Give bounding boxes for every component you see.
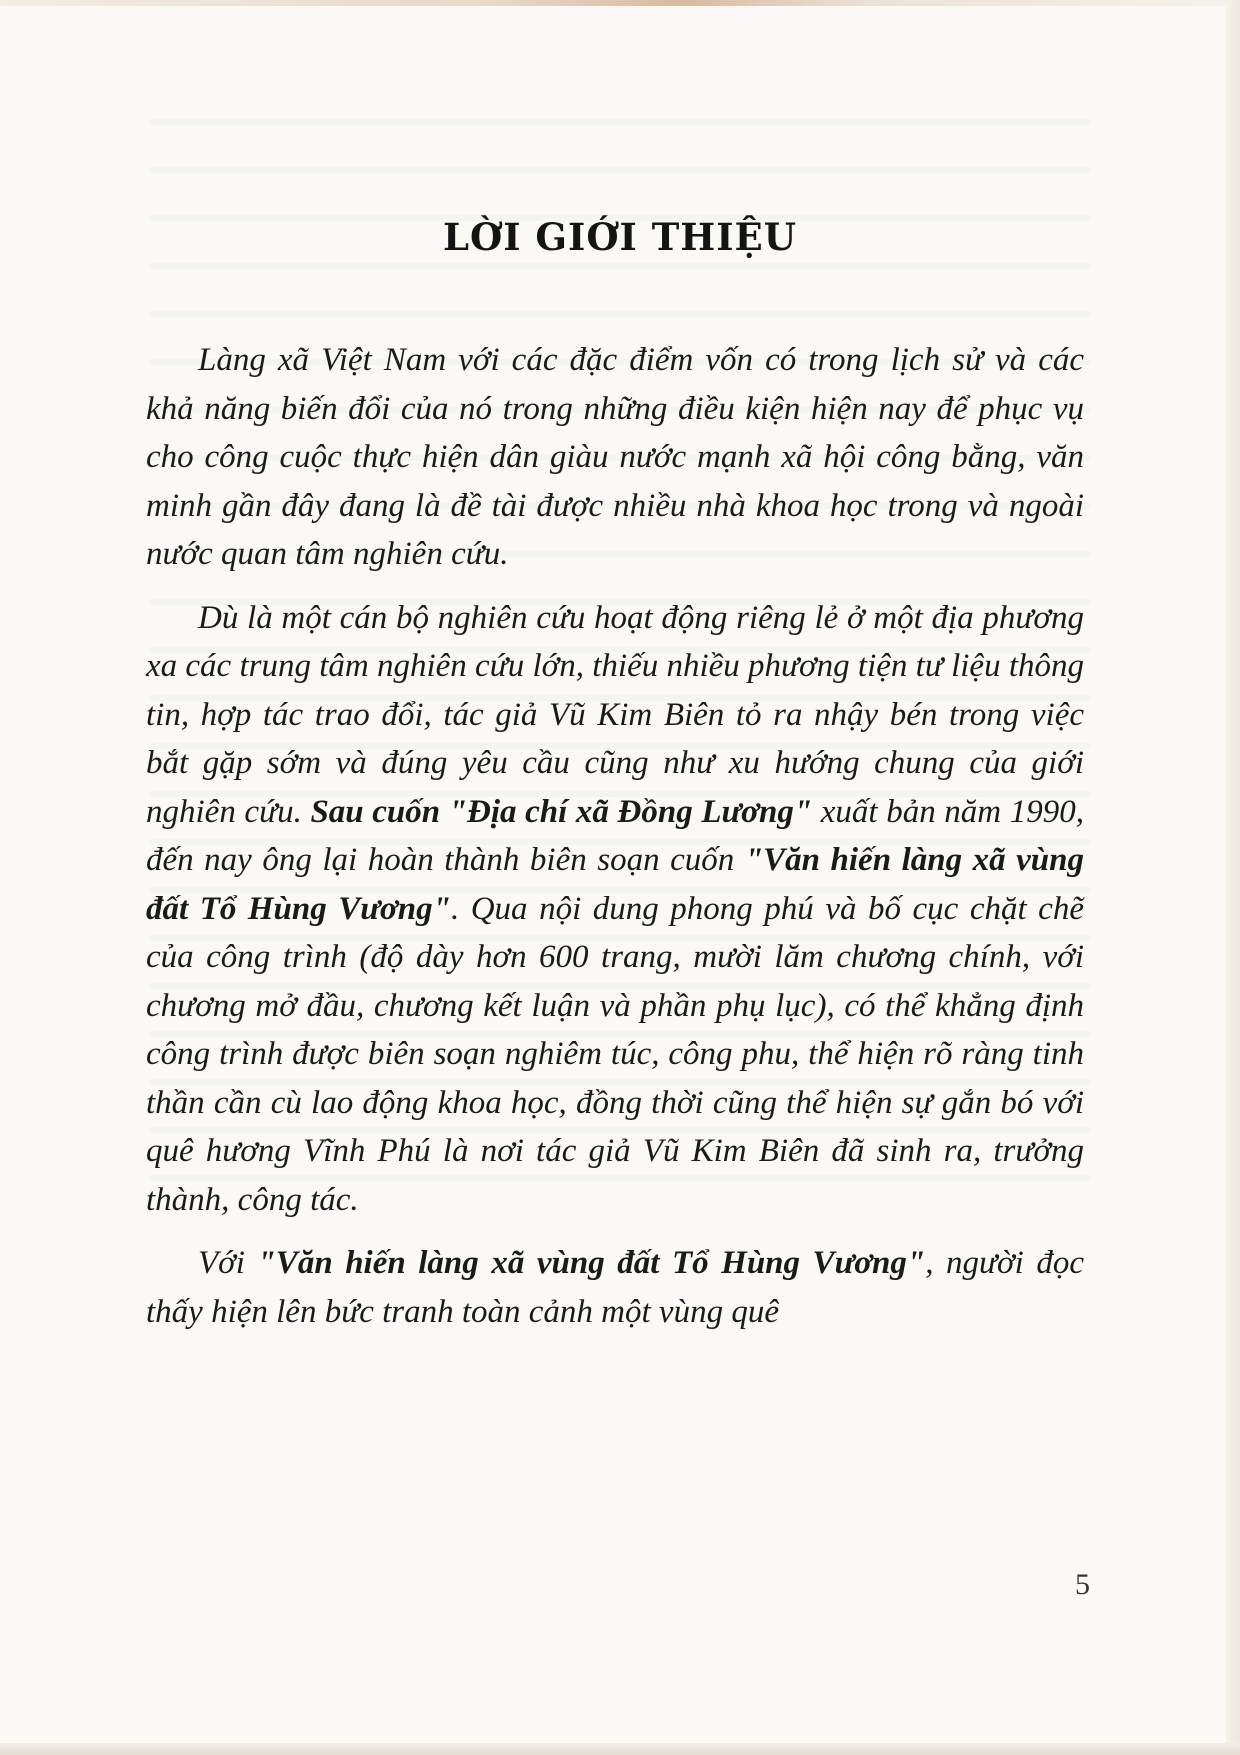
book-reference-van-hien: "Văn hiến làng xã vùng đất Tổ Hùng Vương" [146,842,1084,927]
page-right-edge [1226,0,1240,1755]
body-text [146,336,1084,1351]
book-reference-dia-chi: Sau cuốn "Địa chí xã Đồng Lương" [310,793,813,830]
paragraph-2 [146,594,1084,1225]
page-number: 5 [1075,1568,1090,1601]
paragraph-3-text-a: Với [198,1245,258,1281]
paragraph-2-text-c: . Qua nội dung phong phú và bố cục chặt chẽ của công trình (độ dày hơn 600 trang, mười lăm chương chính, với chương mở đầu, chương kết luận và phần phụ lục), có thể khẳng định công trình được biên soạn nghiêm túc, công phu, thể hiện rõ ràng tinh thần cần cù lao động khoa học, đồng thời cũng thể hiện sự gắn bó với quê hương Vĩnh Phú là nơi tác giả Vũ Kim Biên đã sinh ra, trưởng thành, công tác. [146,890,1084,1218]
page-top-edge [0,0,1240,6]
paragraph-3-text-b: , người đọc thấy hiện lên bức tranh toàn cảnh một vùng quê [146,1245,1084,1330]
paragraph-2-text-b: xuất bản năm 1990, đến nay ông lại hoàn thành biên soạn cuốn [146,793,1084,878]
paragraph-3 [146,1239,1084,1336]
book-reference-van-hien-2: "Văn hiến làng xã vùng đất Tổ Hùng Vương" [257,1245,926,1281]
paragraph-2-text-a: Dù là một cán bộ nghiên cứu hoạt động riêng lẻ ở một địa phương xa các trung tâm nghiên cứu lớn, thiếu nhiều phương tiện tư liệu thông tin, hợp tác trao đổi, tác giả Vũ Kim Biên tỏ ra nhậy bén trong việc bắt gặp sớm và đúng yêu cầu cũng như xu hướng chung của giới nghiên cứu. [146,599,1084,830]
page-bottom-edge [0,1743,1240,1755]
page-title: LỜI GIỚI THIỆU [442,215,798,259]
paragraph-1: Làng xã Việt Nam với các đặc điểm vốn có trong lịch sử và các khả năng biến đổi của nó trong những điều kiện hiện nay để phục vụ cho công cuộc thực hiện dân giàu nước mạnh xã hội công bằng, văn minh gần đây đang là đề tài được nhiều nhà khoa học trong và ngoài nước quan tâm nghiên cứu. [146,342,1084,572]
